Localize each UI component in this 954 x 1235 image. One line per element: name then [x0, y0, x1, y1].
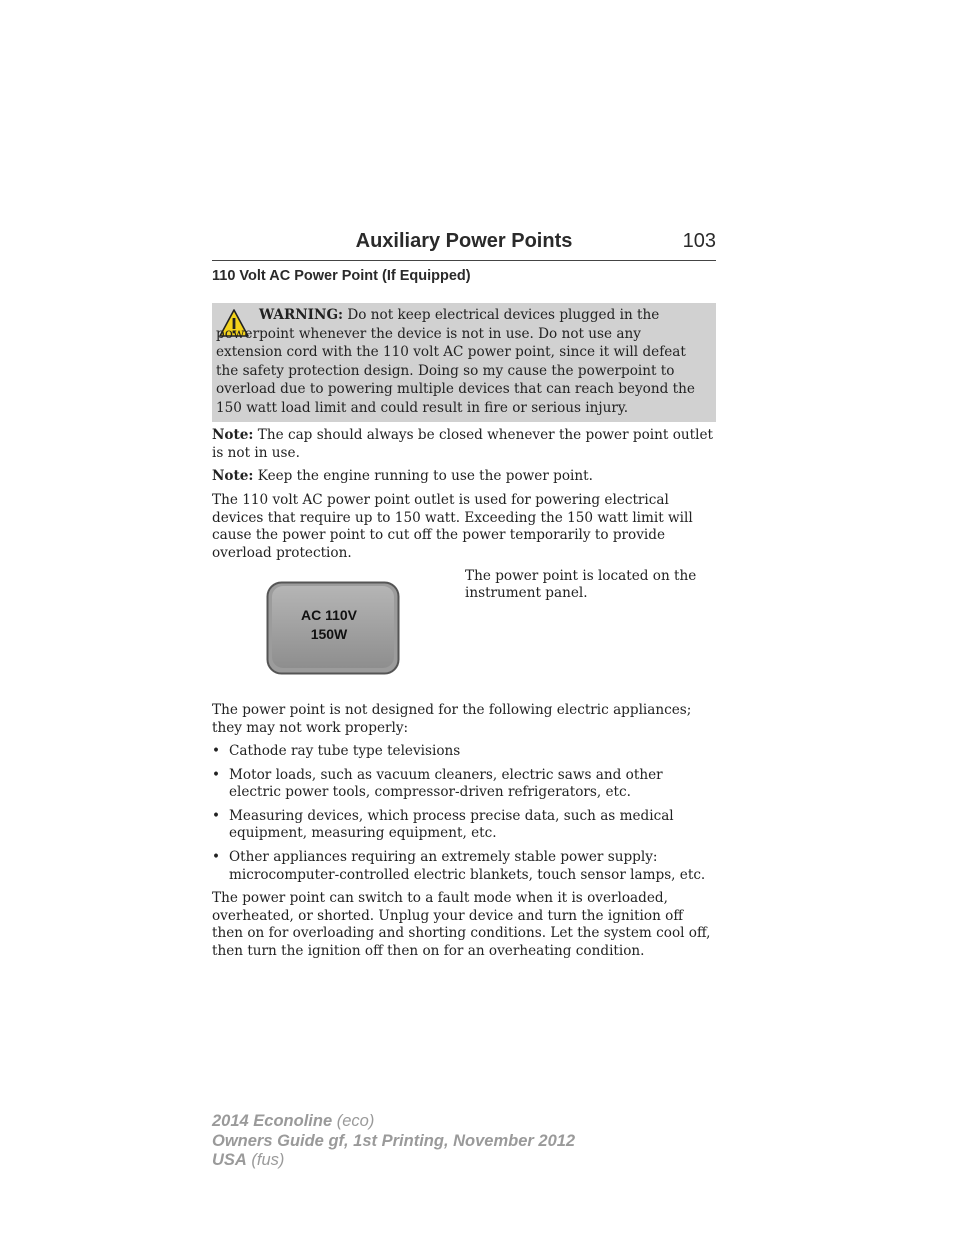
note-label: Note:	[212, 427, 254, 443]
page-footer	[212, 1112, 575, 1171]
outlet-label-voltage: AC 110V	[300, 607, 358, 623]
note-text: Keep the engine running to use the power point.	[253, 468, 593, 484]
appliance-list	[212, 743, 716, 890]
footer-line-region: USA (fus)	[212, 1151, 285, 1169]
list-item: • Other appliances requiring an extremely stable power supply: microcomputer-controlled electric blankets, touch sensor lamps, etc.	[212, 848, 706, 883]
note-label: Note:	[212, 468, 254, 484]
paragraph-not-designed: The power point is not designed for the following electric appliances; they may not work properly:	[212, 702, 692, 736]
image-caption: The power point is located on the instrument panel.	[465, 568, 697, 601]
warning-label: WARNING:	[259, 307, 344, 323]
page-number: 103	[682, 230, 716, 252]
footer-line-guide: Owners Guide gf, 1st Printing, November 2012	[212, 1131, 576, 1150]
warning-body: Do not keep electrical devices plugged in the powerpoint whenever the device is not in use. Do not use any extension cord with the 110 volt AC power point, since it will defeat the safety protection design. Doing so my cause the powerpoint to overload due to powering multiple devices that can reach beyond the 150 watt load limit and could result in fire or serious injury.	[216, 307, 695, 416]
chapter-title: Auxiliary Power Points	[355, 230, 573, 252]
list-item: • Cathode ray tube type televisions	[212, 743, 461, 759]
note-text: The cap should always be closed whenever the power point outlet is not in use.	[212, 427, 713, 461]
page-header	[212, 230, 716, 261]
section-title: 110 Volt AC Power Point (If Equipped)	[212, 268, 471, 284]
paragraph-overload: The 110 volt AC power point outlet is used for powering electrical devices that require up to 150 watt. Exceeding the 150 watt limit will cause the power point to cut off the power temporarily to provide overload protection.	[212, 492, 693, 561]
list-item: • Measuring devices, which process precise data, such as medical equipment, measuring equipment, etc.	[212, 807, 674, 842]
warning-text	[216, 306, 708, 418]
outlet-label-wattage: 150W	[310, 626, 348, 642]
note-cap	[212, 427, 716, 462]
paragraph-fault-mode: The power point can switch to a fault mode when it is overloaded, overheated, or shorted. Unplug your device and turn the ignition off then on for overloading and shorting conditions. Let the system cool off, then turn the ignition off then on for an overheating condition.	[212, 890, 711, 959]
warning-box	[212, 303, 716, 422]
list-item: • Motor loads, such as vacuum cleaners, electric saws and other electric power tools, compressor-driven refrigerators, etc.	[212, 766, 663, 801]
footer-line-model: 2014 Econoline (eco)	[212, 1112, 375, 1130]
note-engine	[212, 468, 716, 486]
power-point-outlet-image	[266, 581, 400, 675]
